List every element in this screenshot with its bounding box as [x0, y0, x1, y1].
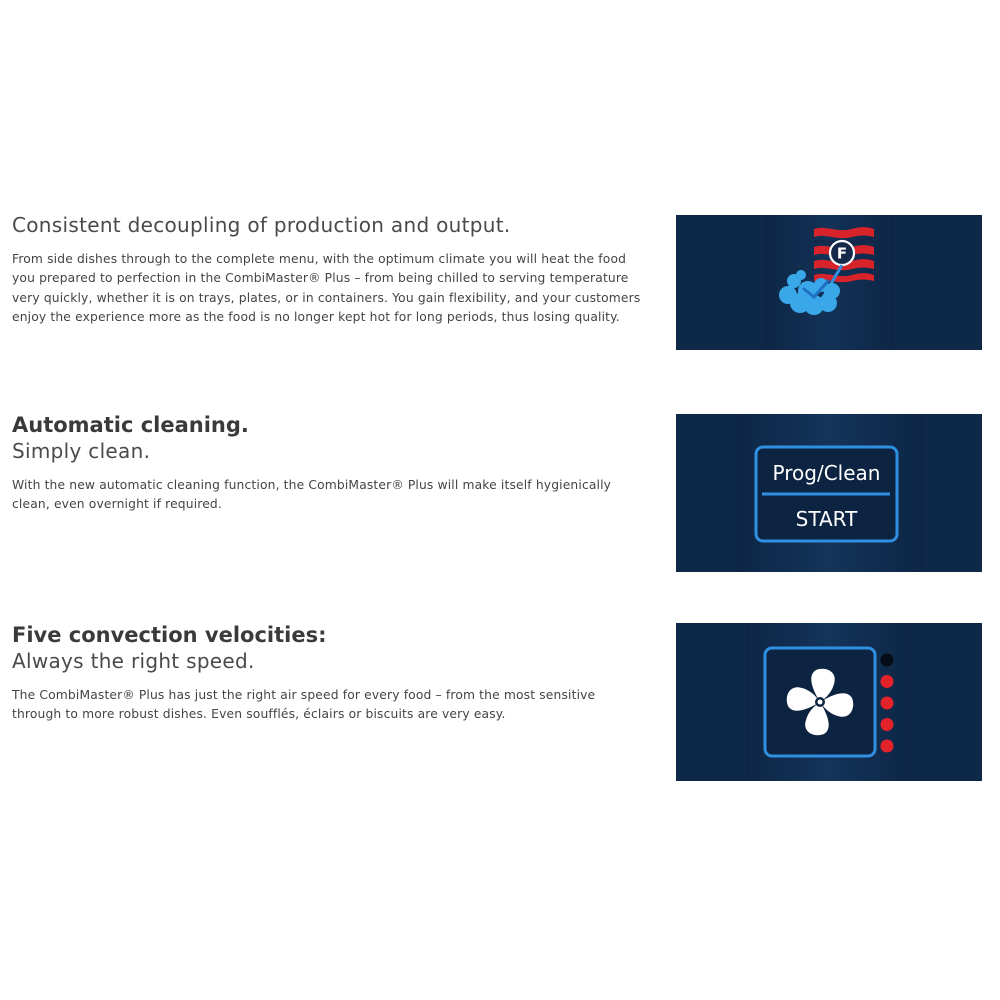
prog-clean-start-icon: [676, 414, 982, 572]
section-subheading: Simply clean.: [12, 439, 151, 463]
prog-clean-tile: [676, 414, 982, 572]
section-text: [12, 412, 642, 515]
section-body: With the new automatic cleaning function, the CombiMaster® Plus will make itself hygienically clean, even overnight if required.: [12, 478, 612, 512]
section-heading: Five convection velocities:: [12, 623, 327, 647]
speed-level-dot-active: [881, 718, 894, 731]
section-text: [12, 212, 642, 327]
section-heading: Automatic cleaning.: [12, 413, 249, 437]
flag-letter: F: [836, 244, 848, 263]
section-text: [12, 622, 642, 725]
fan-speed-tile: [676, 623, 982, 781]
start-label: START: [795, 507, 858, 531]
speed-level-dot-inactive: [881, 654, 894, 667]
speed-level-dot-active: [881, 675, 894, 688]
speed-level-dot-active: [881, 697, 894, 710]
prog-clean-label: Prog/Clean: [772, 461, 881, 485]
fan-speed-icon: [676, 623, 982, 781]
section-subheading: Always the right speed.: [12, 649, 255, 673]
section-body: The CombiMaster® Plus has just the right air speed for every food – from the most sensitive through to more robust dishes. Even soufflés, éclairs or biscuits are very easy.: [12, 688, 596, 722]
speed-level-dot-active: [881, 740, 894, 753]
steam-flag-icon: [676, 215, 982, 350]
section-body: From side dishes through to the complete menu, with the optimum climate you will heat the food you prepared to perfection in the CombiMaster® Plus – from being chilled to serving temperature very quickly, whether it is on trays, plates, or in containers. You gain flexibility, and your customers enjoy the experience more as the food is no longer kept hot for long periods, thus losing quality.: [12, 252, 641, 324]
section-subheading: Consistent decoupling of production and output.: [12, 213, 511, 237]
steam-flag-tile: [676, 215, 982, 350]
